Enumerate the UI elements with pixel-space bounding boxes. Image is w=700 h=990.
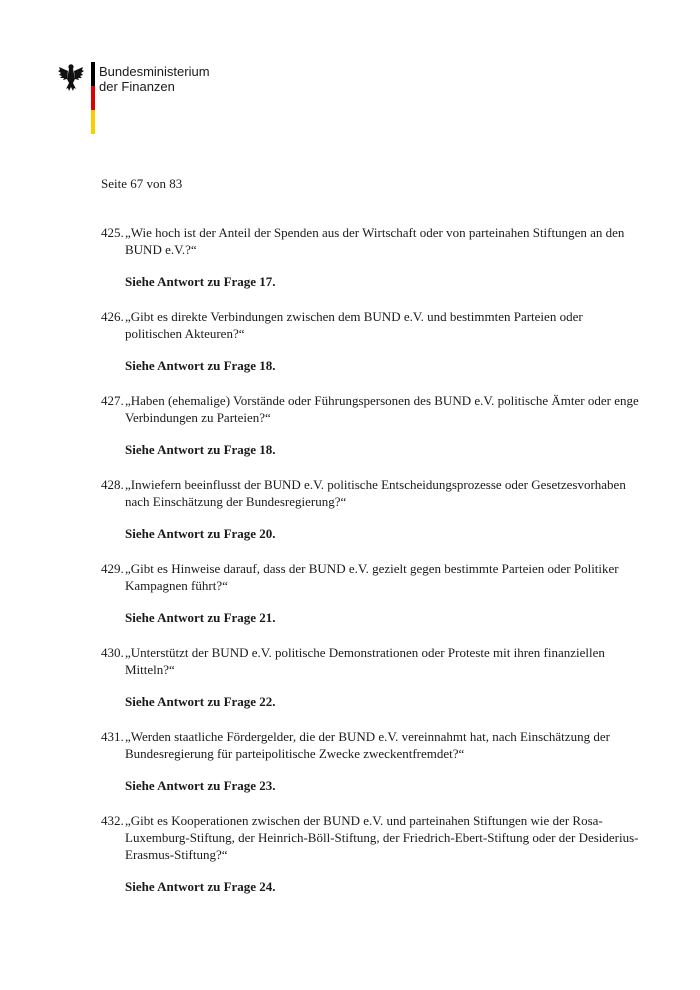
- answer-reference: Siehe Antwort zu Frage 24.: [125, 879, 276, 894]
- question-text-block: [101, 392, 641, 426]
- question-number: 429.: [101, 561, 124, 576]
- question-item: [101, 644, 641, 710]
- question-text-block: [101, 224, 641, 258]
- answer-reference: Siehe Antwort zu Frage 23.: [125, 778, 276, 793]
- flag-stripe-gold: [91, 110, 95, 134]
- question-text-block: [101, 644, 641, 678]
- question-item: [101, 728, 641, 794]
- flag-stripe-black: [91, 62, 95, 86]
- question-number: 431.: [101, 729, 124, 744]
- ministry-name: [99, 64, 210, 94]
- question-item: [101, 812, 641, 895]
- question-number: 425.: [101, 225, 124, 240]
- question-text-block: [101, 308, 641, 342]
- question-text: „Werden staatliche Fördergelder, die der BUND e.V. vereinnahmt hat, nach Einschätzung der Bundesregierung für parteipolitische Zwecke zweckentfremdet?“: [125, 729, 610, 761]
- question-item: [101, 392, 641, 458]
- question-text-block: [101, 812, 641, 863]
- question-text-block: [101, 560, 641, 594]
- flag-bar: [91, 62, 95, 134]
- question-number: 426.: [101, 309, 124, 324]
- question-text: „Gibt es Kooperationen zwischen der BUND e.V. und parteinahen Stiftungen wie der Rosa-Luxemburg-Stiftung, der Heinrich-Böll-Stiftung, der Friedrich-Ebert-Stiftung oder der Desiderius-Erasmus-Stiftung?“: [125, 813, 639, 862]
- question-text-block: [101, 728, 641, 762]
- question-text: „Gibt es Hinweise darauf, dass der BUND e.V. gezielt gegen bestimmte Parteien oder Politiker Kampagnen führt?“: [125, 561, 619, 593]
- ministry-logo: [58, 62, 208, 134]
- question-number: 432.: [101, 813, 124, 828]
- question-text: „Haben (ehemalige) Vorstände oder Führungspersonen des BUND e.V. politische Ämter oder enge Verbindungen zu Parteien?“: [125, 393, 639, 425]
- question-item: [101, 224, 641, 290]
- federal-eagle-icon: [58, 62, 84, 92]
- question-text: „Inwiefern beeinflusst der BUND e.V. politische Entscheidungsprozesse oder Gesetzesvorhaben nach Einschätzung der Bundesregierung?“: [125, 477, 626, 509]
- answer-reference: Siehe Antwort zu Frage 21.: [125, 610, 276, 625]
- question-list: [101, 224, 641, 913]
- question-item: [101, 308, 641, 374]
- question-number: 430.: [101, 645, 124, 660]
- page-number: Seite 67 von 83: [101, 176, 183, 191]
- answer-reference: Siehe Antwort zu Frage 20.: [125, 526, 276, 541]
- question-text-block: [101, 476, 641, 510]
- question-text: „Wie hoch ist der Anteil der Spenden aus der Wirtschaft oder von parteinahen Stiftungen an den BUND e.V.?“: [125, 225, 625, 257]
- question-item: [101, 560, 641, 626]
- ministry-name-line1: Bundesministerium: [99, 64, 210, 79]
- question-item: [101, 476, 641, 542]
- question-number: 428.: [101, 477, 124, 492]
- answer-reference: Siehe Antwort zu Frage 22.: [125, 694, 276, 709]
- question-text: „Gibt es direkte Verbindungen zwischen dem BUND e.V. und bestimmten Parteien oder politischen Akteuren?“: [125, 309, 583, 341]
- flag-stripe-red: [91, 86, 95, 110]
- answer-reference: Siehe Antwort zu Frage 17.: [125, 274, 276, 289]
- answer-reference: Siehe Antwort zu Frage 18.: [125, 358, 276, 373]
- ministry-name-line2: der Finanzen: [99, 79, 175, 94]
- answer-reference: Siehe Antwort zu Frage 18.: [125, 442, 276, 457]
- question-text: „Unterstützt der BUND e.V. politische Demonstrationen oder Proteste mit ihren finanziellen Mitteln?“: [125, 645, 605, 677]
- question-number: 427.: [101, 393, 124, 408]
